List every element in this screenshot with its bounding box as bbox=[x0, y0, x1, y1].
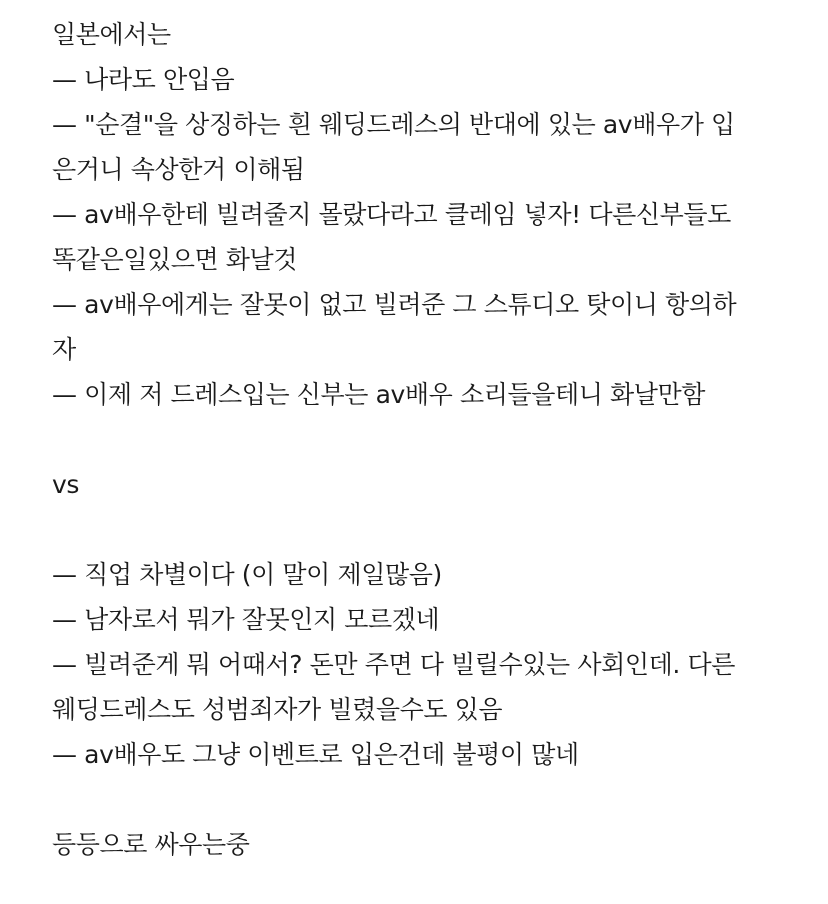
japan-opinion-line: — 이제 저 드레스입는 신부는 av배우 소리들을테니 화날만함 bbox=[52, 380, 705, 409]
blank-line bbox=[52, 417, 792, 462]
japan-opinion-line: — 나라도 안입음 bbox=[52, 65, 235, 94]
other-opinion-line: — 빌려준게 뭐 어때서? 돈만 주면 다 빌릴수있는 사회인데. 다른 bbox=[52, 650, 735, 679]
other-opinion-line: — 직업 차별이다 (이 말이 제일많음) bbox=[52, 560, 442, 589]
japan-opinion-line: 똑같은일있으면 화날것 bbox=[52, 245, 298, 274]
japan-opinion-line: 자 bbox=[52, 335, 76, 364]
heading: 일본에서는 bbox=[52, 20, 171, 49]
other-opinion-line: — 남자로서 뭐가 잘못인지 모르겠네 bbox=[52, 605, 440, 634]
japan-opinion-line: — "순결"을 상징하는 흰 웨딩드레스의 반대에 있는 av배우가 입 bbox=[52, 110, 735, 139]
blank-line bbox=[52, 777, 792, 822]
japan-opinion-line: — av배우에게는 잘못이 없고 빌려준 그 스튜디오 탓이니 항의하 bbox=[52, 290, 737, 319]
versus-label: vs bbox=[52, 470, 80, 499]
japan-opinion-line: — av배우한테 빌려줄지 몰랐다라고 클레임 넣자! 다른신부들도 bbox=[52, 200, 731, 229]
document-body bbox=[52, 12, 792, 867]
japan-opinion-line: 은거니 속상한거 이해됨 bbox=[52, 155, 305, 184]
other-opinion-line: — av배우도 그냥 이벤트로 입은건데 불평이 많네 bbox=[52, 740, 579, 769]
blank-line bbox=[52, 507, 792, 552]
other-opinion-line: 웨딩드레스도 성범죄자가 빌렸을수도 있음 bbox=[52, 695, 503, 724]
closing-line: 등등으로 싸우는중 bbox=[52, 830, 250, 859]
